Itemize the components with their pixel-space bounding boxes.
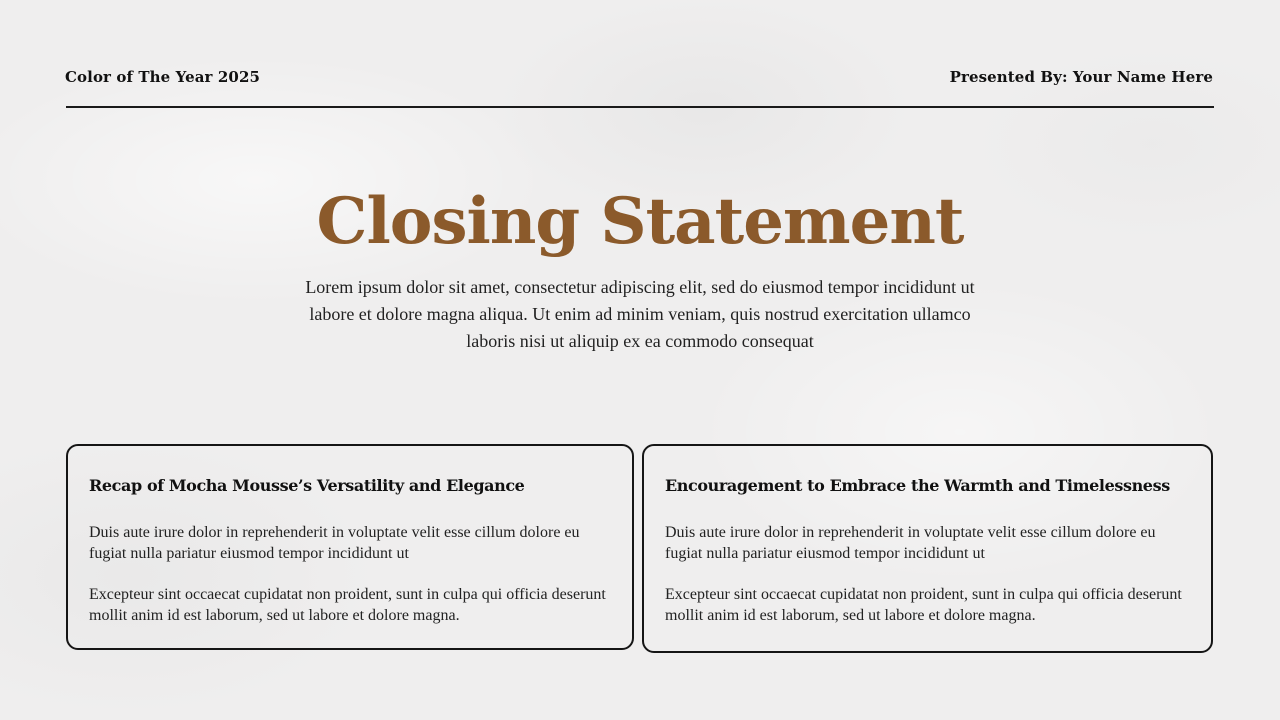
recap-card-title: Recap of Mocha Mousse’s Versatility and Elegance [89,476,525,495]
recap-card-paragraph-1: Duis aute irure dolor in reprehenderit in voluptate velit esse cillum dolore eu fugiat nulla pariatur eiusmod tempor incididunt ut [89,524,580,562]
page-title: Closing Statement [316,184,964,259]
encouragement-card-title: Encouragement to Embrace the Warmth and Timelessness [665,476,1170,495]
encouragement-card-paragraph-2: Excepteur sint occaecat cupidatat non proident, sunt in culpa qui officia deserunt mollit anim id est laborum, sed ut labore et dolore magna. [665,586,1182,624]
header-event-title: Color of The Year 2025 [65,68,261,86]
recap-card [66,444,634,650]
encouragement-card [642,444,1213,653]
encouragement-card-paragraph-1: Duis aute irure dolor in reprehenderit in voluptate velit esse cillum dolore eu fugiat nulla pariatur eiusmod tempor incididunt ut [665,524,1156,562]
header-presenter: Presented By: Your Name Here [949,68,1213,86]
header-divider [66,106,1214,108]
intro-paragraph: Lorem ipsum dolor sit amet, consectetur adipiscing elit, sed do eiusmod tempor incididunt ut labore et dolore magna aliqua. Ut enim ad minim veniam, quis nostrud exercitation ullamco laboris nisi ut aliquip ex ea commodo consequat [305,277,975,351]
recap-card-paragraph-2: Excepteur sint occaecat cupidatat non proident, sunt in culpa qui officia deserunt mollit anim id est laborum, sed ut labore et dolore magna. [89,586,606,624]
